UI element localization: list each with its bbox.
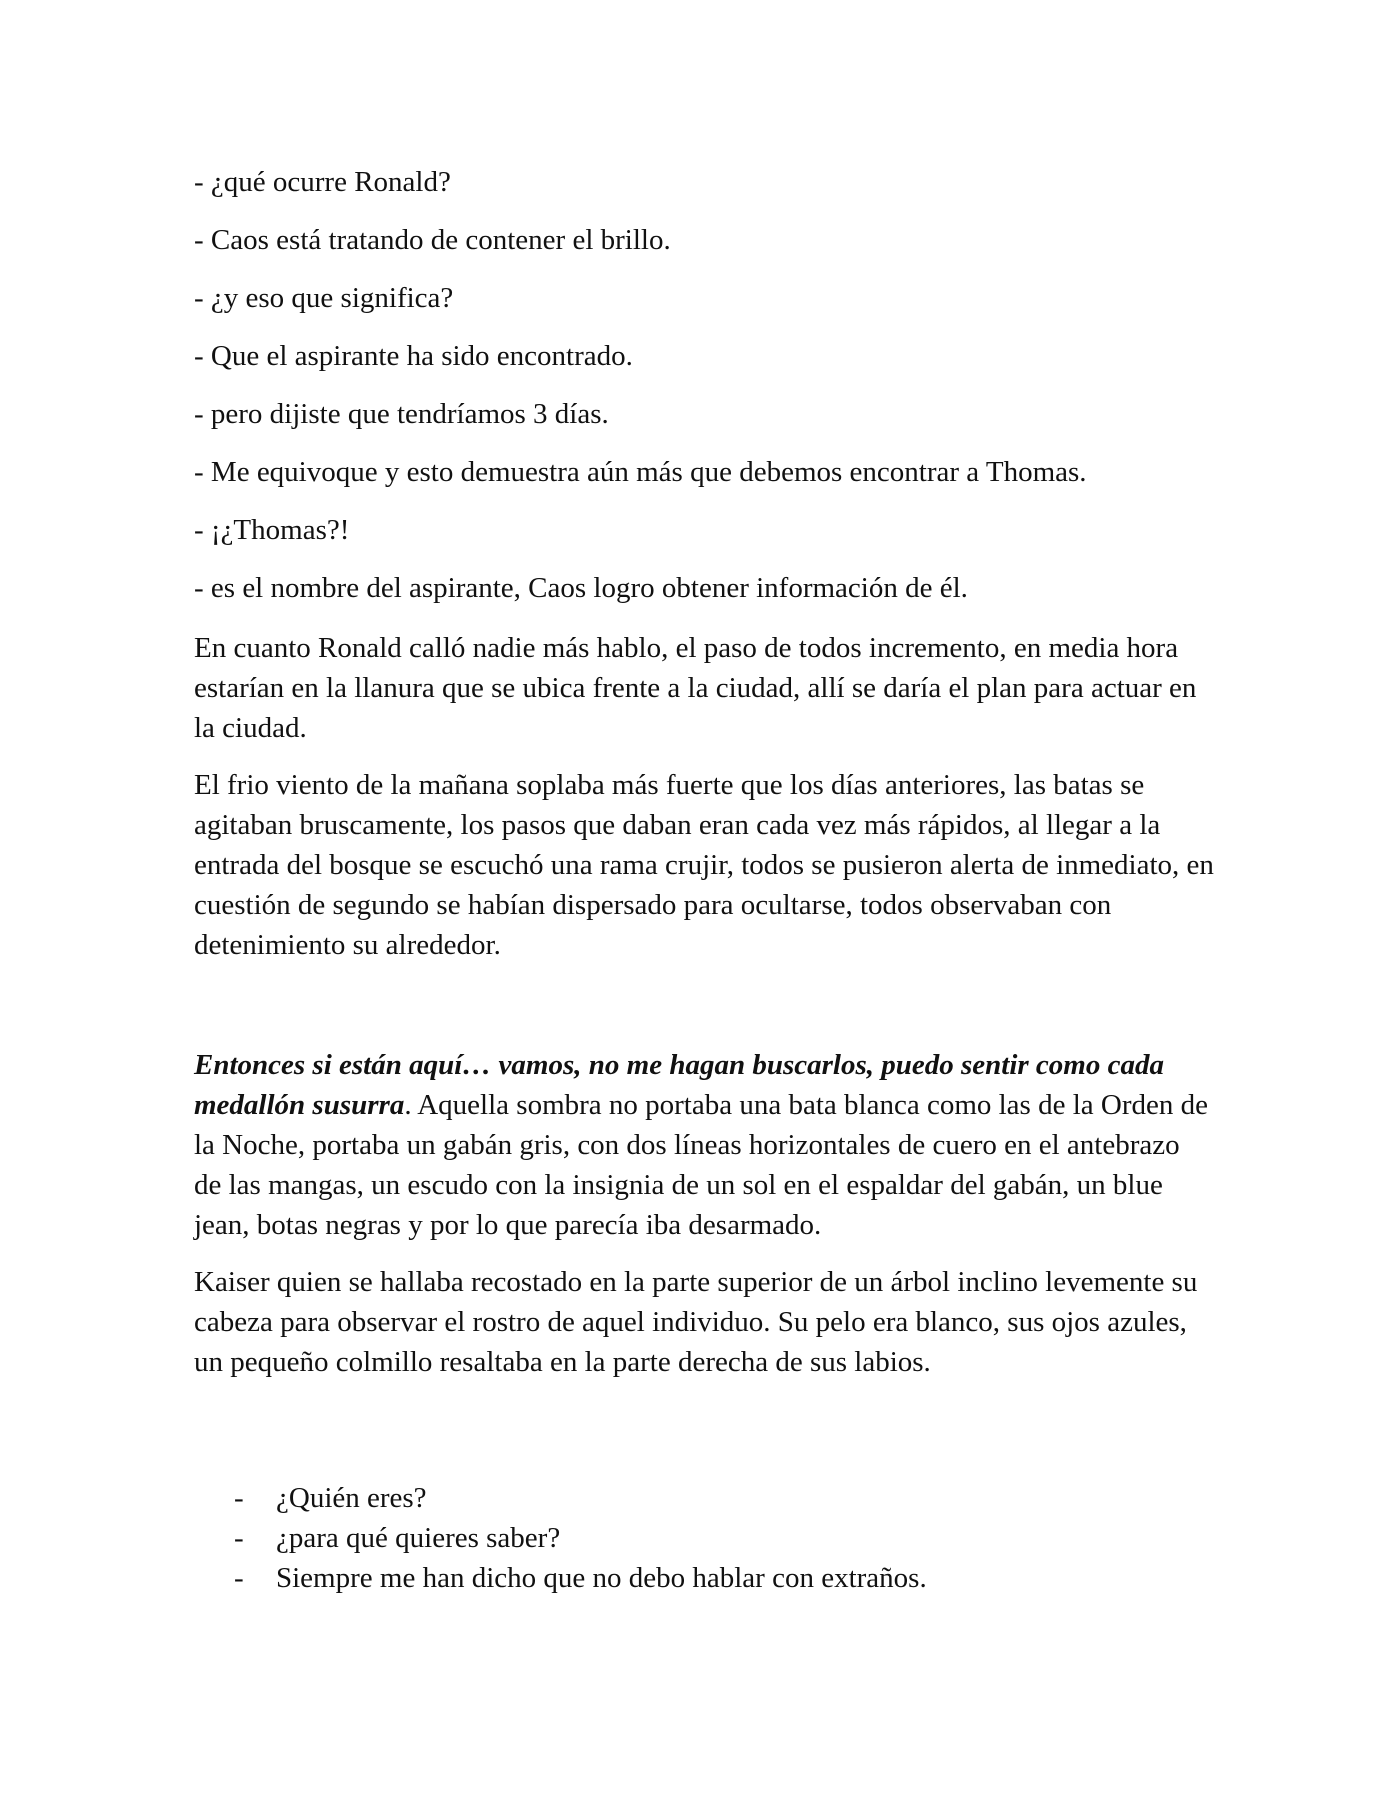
- dialogue-line: - Me equivoque y esto demuestra aún más que debemos encontrar a Thomas.: [194, 456, 1087, 488]
- list-item: [194, 1518, 1214, 1558]
- dialogue-line: - ¿qué ocurre Ronald?: [194, 166, 451, 198]
- list-dash: -: [234, 1562, 244, 1594]
- document-body: [194, 164, 1214, 1598]
- narrative-paragraph: En cuanto Ronald calló nadie más hablo, el paso de todos incremento, en media hora estarían en la llanura que se ubica frente a la ciudad, allí se daría el plan para actuar en la ciudad.: [194, 632, 1197, 744]
- section-spacer: [194, 1382, 1214, 1478]
- narrative-text: . Aquella sombra no portaba una bata blanca como las de la Orden de la Noche, portaba un gabán gris, con dos líneas horizontales de cuero en el antebrazo de las mangas, un escudo con la insignia de un sol en el espaldar del gabán, un blue jean, botas negras y por lo que parecía iba desarmado.: [194, 1089, 1208, 1241]
- narrative-paragraph-emphasis: [194, 1045, 1214, 1245]
- list-item-text: ¿Quién eres?: [276, 1482, 427, 1514]
- section-spacer: [194, 965, 1214, 1045]
- dialogue-line: - Que el aspirante ha sido encontrado.: [194, 340, 633, 372]
- list-item-text: Siempre me han dicho que no debo hablar con extraños.: [276, 1562, 927, 1594]
- dialogue-list: [194, 1478, 1214, 1598]
- dialogue-line: - es el nombre del aspirante, Caos logro obtener información de él.: [194, 572, 968, 604]
- emphasized-speech: Entonces si están aquí… vamos, no me hagan buscarlos, puedo sentir como cada medallón susurra: [194, 1049, 1164, 1121]
- narrative-paragraph: Kaiser quien se hallaba recostado en la parte superior de un árbol inclino levemente su cabeza para observar el rostro de aquel individuo. Su pelo era blanco, sus ojos azules, un pequeño colmillo resaltaba en la parte derecha de sus labios.: [194, 1266, 1198, 1378]
- dialogue-line: - Caos está tratando de contener el brillo.: [194, 224, 671, 256]
- list-item: [194, 1558, 1214, 1598]
- dialogue-line: - pero dijiste que tendríamos 3 días.: [194, 398, 609, 430]
- dialogue-line: - ¡¿Thomas?!: [194, 514, 350, 546]
- list-item-text: ¿para qué quieres saber?: [276, 1522, 561, 1554]
- narrative-paragraph: El frio viento de la mañana soplaba más fuerte que los días anteriores, las batas se agitaban bruscamente, los pasos que daban eran cada vez más rápidos, al llegar a la entrada del bosque se escuchó una rama crujir, todos se pusieron alerta de inmediato, en cuestión de segundo se habían dispersado para ocultarse, todos observaban con detenimiento su alrededor.: [194, 769, 1214, 961]
- list-dash: -: [234, 1522, 244, 1554]
- dialogue-line: - ¿y eso que significa?: [194, 282, 454, 314]
- list-item: [194, 1478, 1214, 1518]
- list-dash: -: [234, 1482, 244, 1514]
